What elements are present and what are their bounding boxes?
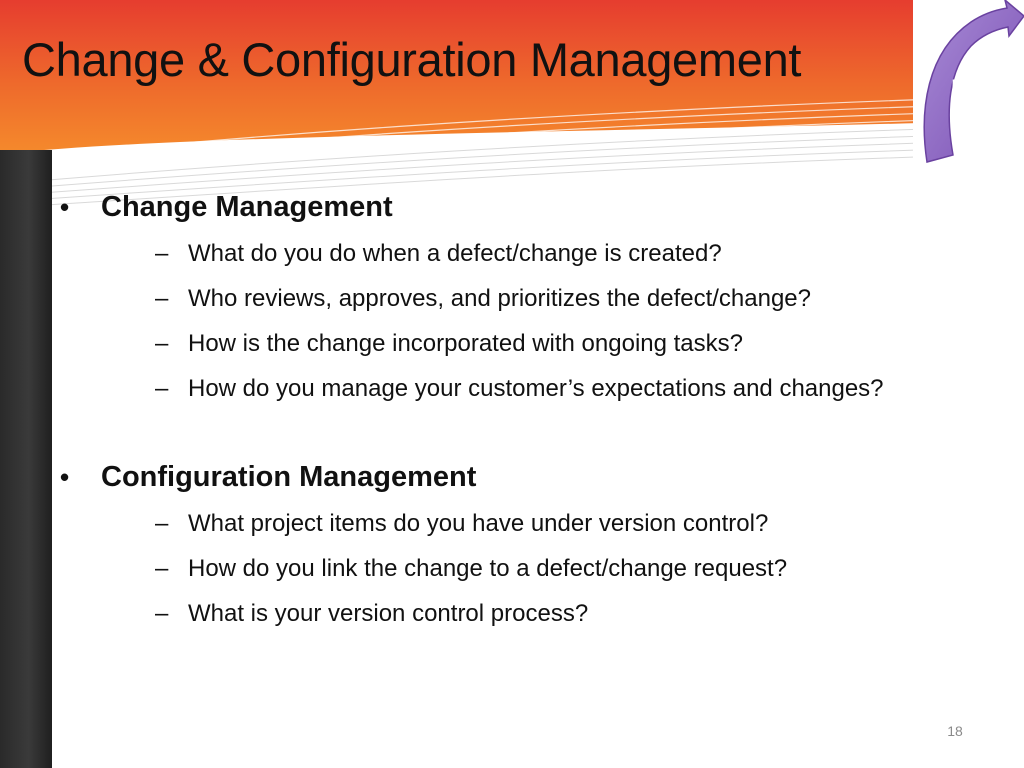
dash-icon: – bbox=[155, 285, 169, 312]
left-rail bbox=[0, 150, 52, 768]
list-item-text: Who reviews, approves, and prioritizes the defect/change? bbox=[188, 285, 812, 312]
list-item bbox=[143, 591, 998, 636]
section-configuration-management bbox=[58, 455, 998, 636]
bullet-icon: • bbox=[60, 462, 70, 492]
process-badge bbox=[913, 0, 1024, 168]
list-item-text: What is your version control process? bbox=[188, 600, 589, 627]
slide-number: 18 bbox=[947, 723, 963, 739]
dash-icon: – bbox=[155, 240, 169, 267]
bullet-icon: • bbox=[60, 192, 70, 222]
dash-icon: – bbox=[155, 555, 169, 582]
sub-list bbox=[101, 501, 998, 636]
list-item bbox=[143, 231, 998, 276]
dash-icon: – bbox=[155, 330, 169, 357]
content-area bbox=[58, 185, 998, 636]
dash-icon: – bbox=[155, 600, 169, 627]
list-item-text: How do you manage your customer’s expectations and changes? bbox=[188, 375, 884, 402]
list-item bbox=[143, 276, 998, 321]
dash-icon: – bbox=[155, 375, 169, 402]
list-item bbox=[143, 321, 998, 366]
dash-icon: – bbox=[155, 510, 169, 537]
list-item bbox=[143, 366, 998, 411]
section-change-management bbox=[58, 185, 998, 411]
list-item bbox=[143, 501, 998, 546]
list-item-text: What project items do you have under version control? bbox=[188, 510, 769, 537]
slide-title: Change & Configuration Management bbox=[22, 33, 802, 86]
process-arrow-icon bbox=[913, 0, 1024, 168]
section-heading: Configuration Management bbox=[101, 461, 477, 493]
sub-list bbox=[101, 231, 998, 411]
list-item-text: How is the change incorporated with ongoing tasks? bbox=[188, 330, 743, 357]
section-list bbox=[58, 185, 998, 636]
list-item bbox=[143, 546, 998, 591]
badge-label: Process bbox=[951, 76, 1007, 92]
section-heading: Change Management bbox=[101, 191, 393, 223]
list-item-text: How do you link the change to a defect/change request? bbox=[188, 555, 788, 582]
list-item-text: What do you do when a defect/change is created? bbox=[188, 240, 722, 267]
